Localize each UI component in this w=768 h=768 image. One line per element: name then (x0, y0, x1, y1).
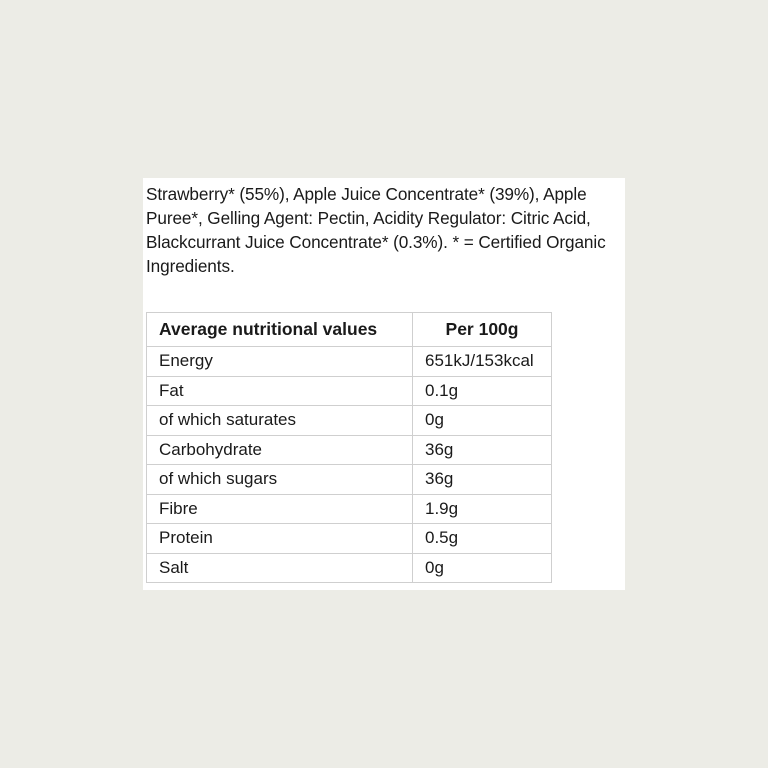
nutrient-name: Fibre (147, 494, 413, 524)
table-row (147, 465, 552, 495)
nutrient-value: 36g (413, 465, 552, 495)
nutrient-name: Carbohydrate (147, 435, 413, 465)
nutrient-value: 651kJ/153kcal (413, 347, 552, 377)
table-row (147, 406, 552, 436)
product-info-card (143, 178, 625, 590)
nutrient-name: Protein (147, 524, 413, 554)
table-row (147, 553, 552, 583)
nutrition-header-row (147, 313, 552, 347)
nutrient-value: 36g (413, 435, 552, 465)
table-row (147, 347, 552, 377)
table-row (147, 524, 552, 554)
nutrient-value: 0g (413, 553, 552, 583)
nutrient-value: 1.9g (413, 494, 552, 524)
nutrient-value: 0.5g (413, 524, 552, 554)
nutrient-name: Energy (147, 347, 413, 377)
table-row (147, 435, 552, 465)
table-row (147, 376, 552, 406)
nutrient-value: 0g (413, 406, 552, 436)
nutrition-table (146, 312, 552, 583)
nutrient-value: 0.1g (413, 376, 552, 406)
header-per-100g: Per 100g (413, 313, 552, 347)
header-nutrient: Average nutritional values (147, 313, 413, 347)
nutrient-name: Salt (147, 553, 413, 583)
table-row (147, 494, 552, 524)
nutrient-name: Fat (147, 376, 413, 406)
nutrient-name: of which saturates (147, 406, 413, 436)
ingredients-text: Strawberry* (55%), Apple Juice Concentrate* (39%), Apple Puree*, Gelling Agent: Pectin, Acidity Regulator: Citric Acid, Blackcurrant Juice Concentrate* (0.3%). * = Certified Organic Ingredients. (146, 184, 606, 276)
nutrient-name: of which sugars (147, 465, 413, 495)
